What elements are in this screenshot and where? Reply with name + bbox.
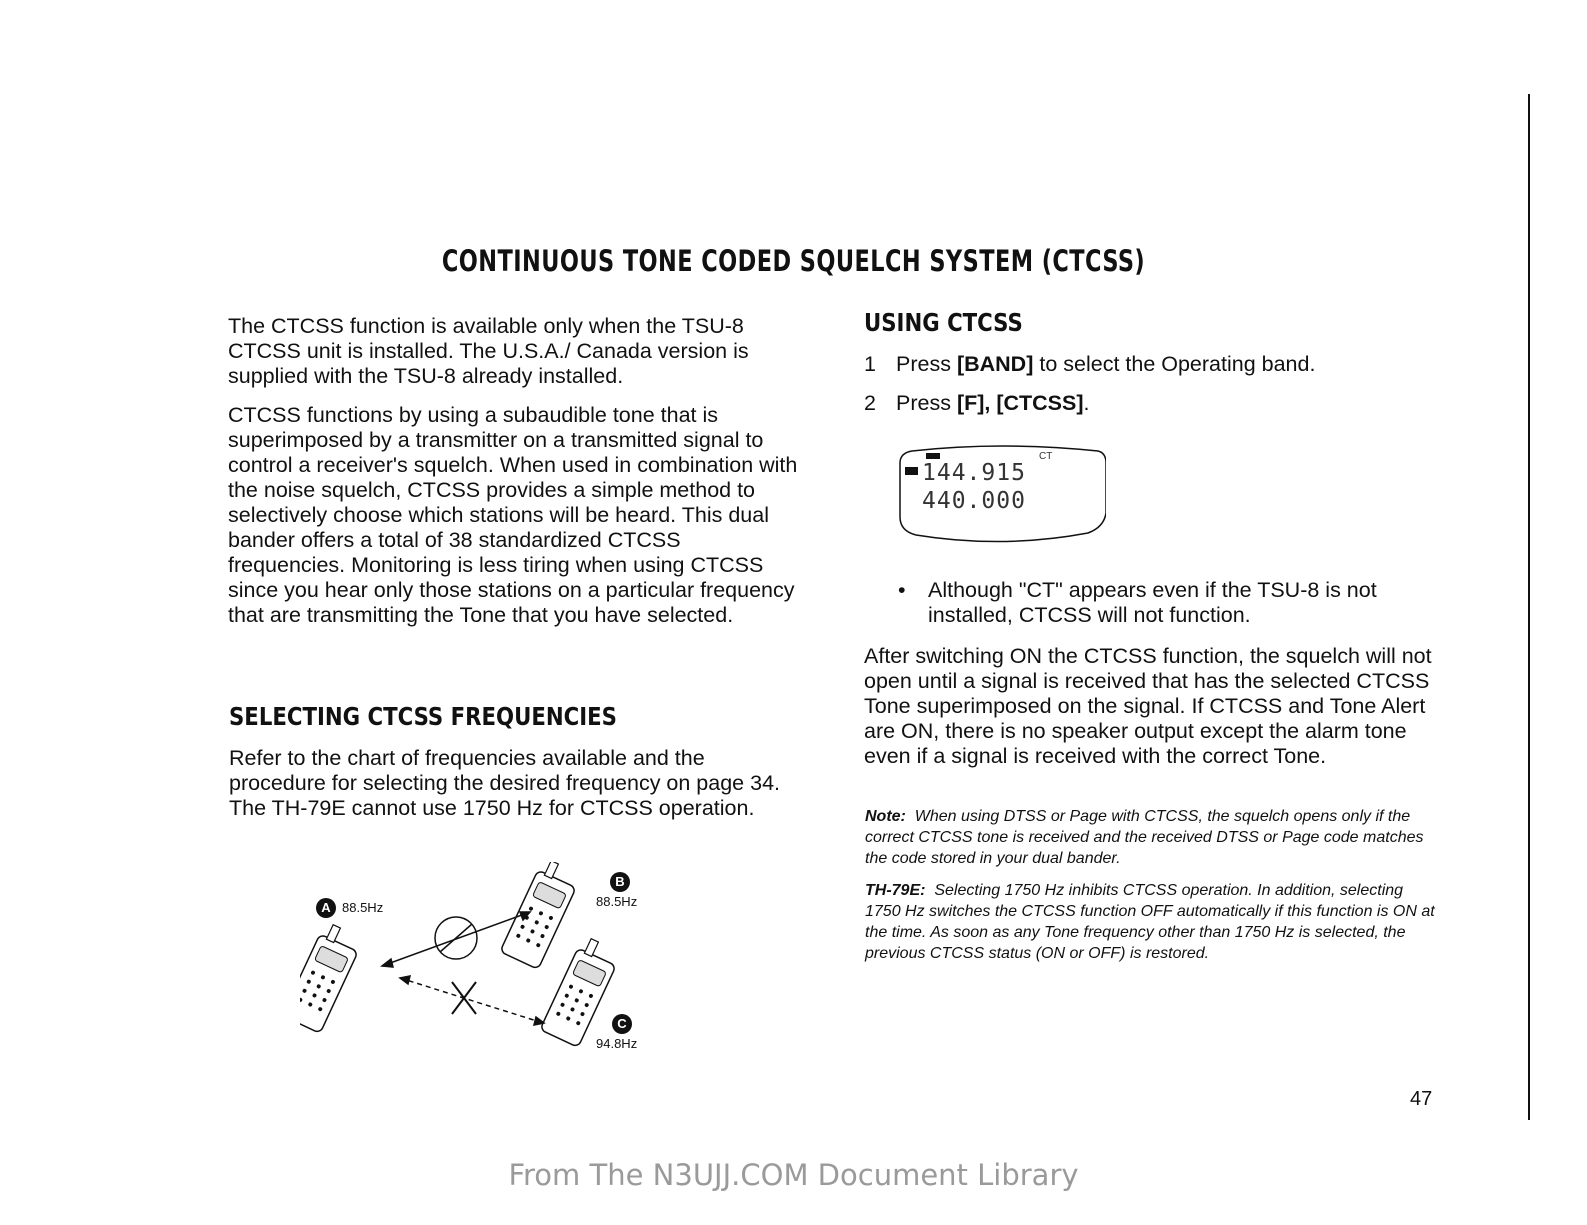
f-ctcss-keys: [F], [CTCSS]: [956, 391, 1084, 415]
note-label: Note:: [865, 808, 906, 825]
lcd-ct-indicator: CT: [1039, 451, 1053, 462]
step-2-pre: Press: [896, 391, 957, 415]
freq-label-c: 94.8Hz: [596, 1036, 638, 1051]
page-title: CONTINUOUS TONE CODED SQUELCH SYSTEM (CTCSS): [441, 244, 1146, 278]
block-arrow: [400, 976, 544, 1025]
step-2-post: .: [1083, 391, 1090, 415]
marker-b: B: [610, 872, 630, 892]
right-margin-rule: [1528, 94, 1530, 1120]
step-1-pre: Press: [896, 352, 957, 376]
step-2: [864, 391, 1424, 416]
footer-watermark: From The N3UJJ.COM Document Library: [508, 1158, 1079, 1192]
intro-paragraph-1: The CTCSS function is available only when the TSU-8 CTCSS unit is installed. The U.S.A./ Canada version is supplied with the TSU-8 already installed.: [228, 314, 749, 388]
th79e-block: [865, 880, 1435, 964]
after-switching-paragraph: After switching ON the CTCSS function, the squelch will not open until a signal is received that has the selected CTCSS Tone superimposed on the signal. If CTCSS and Tone Alert are ON, there is no speaker output except the alarm tone even if a signal is received with the correct Tone.: [864, 644, 1432, 768]
selecting-heading: SELECTING CTCSS FREQUENCIES: [229, 702, 617, 731]
bullet-marker: •: [898, 578, 906, 602]
lcd-frequency-2: 440.000: [922, 488, 1026, 514]
step-1-post: to select the Operating band.: [1033, 352, 1316, 376]
step-1: [864, 352, 1424, 377]
band-key: [BAND]: [956, 352, 1034, 376]
th79e-label: TH-79E:: [865, 882, 926, 899]
ctcss-diagram: [300, 862, 680, 1072]
marker-a: A: [316, 898, 336, 918]
lcd-main-indicator-icon: [905, 467, 918, 475]
note-text: When using DTSS or Page with CTCSS, the squelch opens only if the correct CTCSS tone is received and the received DTSS or Page code matches the code stored in your dual bander.: [865, 808, 1424, 867]
radio-b-icon: [500, 862, 582, 969]
freq-label-a: 88.5Hz: [342, 900, 384, 915]
lcd-frequency-1: 144.915: [922, 460, 1026, 486]
page-number: 47: [1410, 1088, 1433, 1110]
using-heading: USING CTCSS: [864, 308, 1023, 337]
step-2-number: 2: [864, 391, 876, 415]
th79e-text: Selecting 1750 Hz inhibits CTCSS operation. In addition, selecting 1750 Hz switches the CTCSS function OFF automatically if this function is ON at the time. As soon as any Tone frequency other than 1750 Hz is selected, the previous CTCSS status (ON or OFF) is restored.: [865, 882, 1435, 962]
selecting-paragraph: Refer to the chart of frequencies available and the procedure for selecting the desired frequency on page 34. The TH-79E cannot use 1750 Hz for CTCSS operation.: [229, 746, 781, 820]
ct-note-bullet: Although "CT" appears even if the TSU-8 is not installed, CTCSS will not function.: [928, 578, 1377, 627]
step-1-number: 1: [864, 352, 876, 376]
lcd-band-indicator-icon: [926, 453, 940, 459]
radio-c-icon: [540, 935, 622, 1047]
marker-c: C: [612, 1014, 632, 1034]
freq-label-b: 88.5Hz: [596, 894, 638, 909]
radio-a-icon: [300, 921, 364, 1033]
intro-paragraph-2: CTCSS functions by using a subaudible tone that is superimposed by a transmitter on a transmitted signal to control a receiver's squelch. When used in combination with the noise squelch, CTCSS provides a simple method to selectively choose which stations will be heard. This dual bander offers a total of 38 standardized CTCSS frequencies. Monitoring is less tiring when using CTCSS since you hear only those stations on a particular frequency that are transmitting the Tone that you have selected.: [228, 403, 798, 627]
lcd-display: [898, 443, 1106, 543]
note-block: [865, 806, 1435, 869]
